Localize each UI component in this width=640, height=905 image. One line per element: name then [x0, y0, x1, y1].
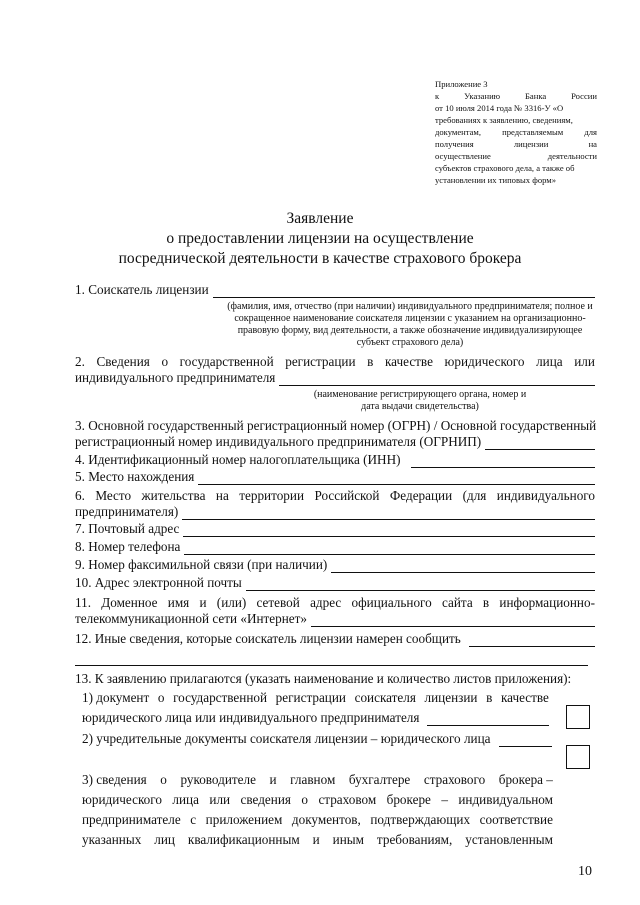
field-ogrn-input[interactable]	[485, 436, 595, 450]
appendix-line	[435, 126, 597, 138]
word: (для	[462, 488, 487, 503]
word: указанных	[82, 832, 142, 847]
attachment-2	[82, 731, 552, 747]
word: страховом	[318, 792, 377, 807]
word: и	[199, 595, 207, 610]
field-postal	[75, 521, 595, 537]
word: сетевой	[256, 595, 300, 610]
word: 2.	[75, 354, 85, 369]
field-ogrn	[75, 434, 595, 450]
field-registration	[75, 370, 595, 386]
field-email	[75, 575, 595, 591]
field-inn-label: 4. Идентификационный номер налогоплательщика (ИНН)	[75, 452, 401, 467]
attachment-3-line3	[82, 812, 553, 828]
word: предпринимателе	[82, 812, 181, 827]
word: руководителе	[180, 772, 256, 787]
field-phone-label: 8. Номер телефона	[75, 539, 181, 554]
word: индивидуального	[496, 488, 595, 503]
word: лица	[172, 792, 199, 807]
word: 6.	[75, 488, 85, 503]
field-applicant-caption: (фамилия, имя, отчество (при наличии) индивидуального предпринимателя; полное и сокращенное наименование соискателя лицензии с указанием на организационно-правовую форму, вид деятельности, а также обозначение индивидуализирующее субъект страхового дела)	[227, 301, 593, 348]
field-other-label: 12. Иные сведения, которые соискатель лицензии намерен сообщить	[75, 631, 461, 646]
appendix-line	[435, 138, 597, 150]
appendix-line	[435, 102, 597, 114]
word: государственной	[179, 354, 274, 369]
word: территории	[239, 488, 305, 503]
field-website-label: телекоммуникационной сети «Интернет»	[75, 611, 307, 626]
attachment-3-line1	[82, 772, 553, 788]
appendix-line	[435, 78, 597, 90]
appendix-text: от 10 июля 2014 года № 3316-У «О	[435, 103, 564, 113]
appendix-text: представляемым	[502, 127, 564, 137]
field-attachments-label: 13. К заявлению прилагаются (указать наименование и количество листов приложения):	[75, 671, 572, 686]
word: брокере	[386, 792, 431, 807]
word: –	[441, 792, 448, 807]
attachment-3-line2	[82, 792, 553, 808]
word: информационно-	[499, 595, 595, 610]
field-website-input[interactable]	[311, 613, 595, 627]
field-other-extra-line[interactable]	[75, 665, 588, 666]
word: требованиям,	[376, 832, 453, 847]
field-fax-input[interactable]	[331, 559, 595, 573]
word: Сведения	[96, 354, 150, 369]
field-registration-label: индивидуального предпринимателя	[75, 370, 276, 385]
attachment-2-input[interactable]	[499, 733, 553, 747]
word: и	[312, 832, 320, 847]
field-postal-input[interactable]	[183, 523, 595, 537]
word: о	[161, 354, 169, 369]
field-inn	[75, 452, 595, 468]
word: главном	[290, 772, 336, 787]
word: страхового	[423, 772, 486, 787]
attachment-1-input[interactable]	[427, 712, 549, 726]
field-fax-label: 9. Номер факсимильной связи (при наличии)	[75, 557, 328, 572]
appendix-text: на	[588, 139, 597, 149]
word: 3) сведения	[82, 772, 147, 787]
appendix-line	[435, 162, 597, 174]
field-residence-line1	[75, 488, 595, 504]
word: документов,	[291, 812, 361, 827]
field-other	[75, 631, 595, 647]
word: подтверждающих	[370, 812, 471, 827]
field-fax	[75, 557, 595, 573]
field-ogrn-line1: 3. Основной государственный регистрационный номер (ОГРН) / Основной государственный	[75, 418, 597, 433]
word: о	[301, 792, 308, 807]
field-postal-label: 7. Почтовый адрес	[75, 521, 180, 536]
field-email-label: 10. Адрес электронной почты	[75, 575, 242, 590]
word: Федерации	[389, 488, 453, 503]
word: юридического	[82, 792, 162, 807]
word: в	[367, 354, 374, 369]
appendix-text: субъектов страхового дела, а также об	[435, 163, 575, 173]
appendix-line	[435, 174, 597, 186]
field-website	[75, 611, 595, 627]
word: адрес	[310, 595, 342, 610]
word: установленным	[465, 832, 553, 847]
word: бухгалтере	[348, 772, 411, 787]
word: регистрации	[275, 690, 346, 705]
document-subtitle-line1: о предоставлении лицензии на осуществление	[166, 230, 474, 247]
field-applicant	[75, 282, 595, 298]
appendix-text: Банка	[524, 91, 547, 101]
word: приложением	[205, 812, 283, 827]
word: качестве	[384, 354, 433, 369]
word: о	[160, 772, 167, 787]
word: лица	[536, 354, 563, 369]
appendix-block	[435, 78, 597, 186]
field-email-input[interactable]	[246, 577, 595, 591]
word: иным	[332, 832, 364, 847]
document-title: Заявление	[286, 210, 354, 227]
field-applicant-input[interactable]	[213, 284, 595, 298]
appendix-text: установлении их типовых форм»	[435, 175, 557, 185]
attachment-3-line4	[82, 832, 553, 848]
attachment-1-sheets-box[interactable]	[566, 705, 590, 729]
field-registration-input[interactable]	[279, 372, 595, 386]
word: 1) документ	[82, 690, 150, 705]
field-residence-label: предпринимателя)	[75, 504, 179, 519]
word: сайта	[441, 595, 473, 610]
word: Доменное	[101, 595, 158, 610]
page-number: 10	[578, 864, 592, 879]
appendix-line	[435, 150, 597, 162]
field-applicant-label: 1. Соискатель лицензии	[75, 282, 209, 297]
field-ogrn-label: регистрационный номер индивидуального предпринимателя (ОГРНИП)	[75, 434, 482, 449]
word: лиц	[154, 832, 175, 847]
word: Российской	[314, 488, 380, 503]
attachment-2-label: 2) учредительные документы соискателя лицензии – юридического лица	[82, 731, 491, 746]
field-registration-caption: (наименование регистрирующего органа, номер и дата выдачи свидетельства)	[313, 389, 527, 412]
field-registration-line1	[75, 354, 595, 370]
appendix-text: осуществление	[435, 151, 491, 161]
word: или	[574, 354, 595, 369]
appendix-text: получения	[435, 139, 474, 149]
word: и	[269, 772, 277, 787]
field-inn-input[interactable]	[411, 454, 595, 468]
appendix-text: требованиях к заявлению, сведениям,	[435, 115, 573, 125]
word: сведения	[240, 792, 291, 807]
attachment-1-line1	[82, 690, 549, 706]
word: 11.	[75, 595, 91, 610]
word: государственной	[173, 690, 268, 705]
word: лицензии	[424, 690, 478, 705]
field-location-input[interactable]	[198, 471, 595, 485]
word: соответствие	[479, 812, 553, 827]
field-location	[75, 469, 595, 485]
appendix-text: документам,	[435, 127, 482, 137]
field-location-label: 5. Место нахождения	[75, 469, 195, 484]
appendix-text: к	[435, 91, 440, 101]
appendix-text: России	[571, 91, 597, 101]
attachment-1-label: юридического лица или индивидуального предпринимателя	[82, 710, 420, 725]
attachment-1	[82, 710, 549, 726]
word: о	[157, 690, 165, 705]
word: в	[486, 690, 493, 705]
word: соискателя	[354, 690, 416, 705]
appendix-text: Приложение 3	[435, 79, 488, 89]
word: регистрации	[285, 354, 356, 369]
appendix-text: для	[584, 127, 597, 137]
appendix-line	[435, 114, 597, 126]
document-subtitle-line2: посреднической деятельности в качестве страхового брокера	[118, 250, 522, 267]
word: с	[190, 812, 197, 827]
word: квалификационным	[187, 832, 300, 847]
word: брокера –	[498, 772, 553, 787]
word: Место	[95, 488, 132, 503]
word: жительства	[141, 488, 206, 503]
word: имя	[167, 595, 190, 610]
word: официального	[351, 595, 432, 610]
appendix-text: деятельности	[547, 151, 597, 161]
field-phone	[75, 539, 595, 555]
attachment-2-sheets-box[interactable]	[566, 745, 590, 769]
word: индивидуальном	[458, 792, 553, 807]
word: юридического	[444, 354, 525, 369]
appendix-text: Указанию	[464, 91, 501, 101]
word: в	[482, 595, 490, 610]
appendix-text: лицензии	[513, 139, 549, 149]
word: на	[215, 488, 229, 503]
field-residence	[75, 504, 595, 520]
word: (или)	[216, 595, 247, 610]
field-phone-input[interactable]	[184, 541, 595, 555]
word: или	[209, 792, 231, 807]
field-other-input[interactable]	[469, 633, 595, 647]
field-website-line1	[75, 595, 595, 611]
field-residence-input[interactable]	[182, 506, 595, 520]
appendix-line	[435, 90, 597, 102]
word: качестве	[500, 690, 549, 705]
